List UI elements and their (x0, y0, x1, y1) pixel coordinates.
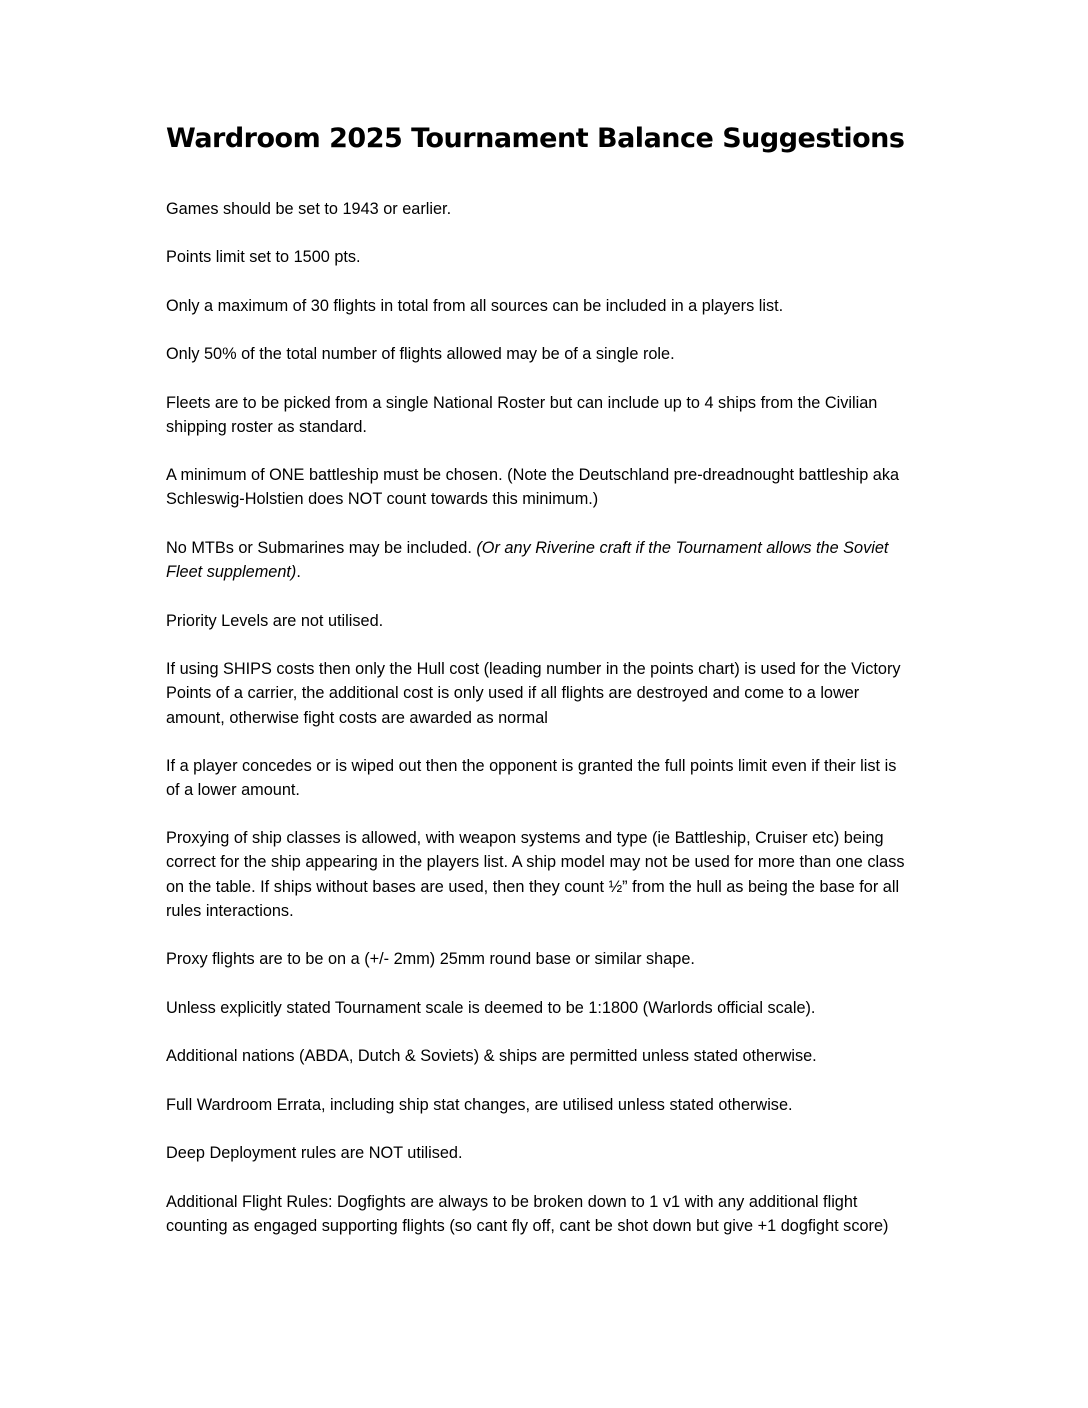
rule-proxying: Proxying of ship classes is allowed, with weapon systems and type (ie Battleship, Cruiser etc) being correct for the ship appearing in the players list. A ship model may not be used for more than one class on the table. If ships without bases are used, then they count ½” from the hull as being the base for all rules interactions. (166, 829, 905, 920)
rule-flight-rules: Additional Flight Rules: Dogfights are always to be broken down to 1 v1 with any additional flight counting as engaged supporting flights (so cant fly off, cant be shot down but give +1 dogfight score) (166, 1193, 889, 1236)
page-title: Wardroom 2025 Tournament Balance Suggestions (166, 123, 905, 154)
rule-battleship-minimum: A minimum of ONE battleship must be chosen. (Note the Deutschland pre-dreadnought battleship aka Schleswig-Holstien does NOT count towards this minimum.) (166, 466, 900, 509)
rule-concede: If a player concedes or is wiped out then the opponent is granted the full points limit even if their list is of a lower amount. (166, 757, 897, 800)
rule-flight-maximum: Only a maximum of 30 flights in total from all sources can be included in a players list. (166, 297, 784, 315)
rule-additional-nations: Additional nations (ABDA, Dutch & Soviets) & ships are permitted unless stated otherwise. (166, 1047, 817, 1065)
rule-fleet-roster: Fleets are to be picked from a single National Roster but can include up to 4 ships from the Civilian shipping roster as standard. (166, 394, 878, 437)
rule-ships-costs: If using SHIPS costs then only the Hull cost (leading number in the points chart) is used for the Victory Points of a carrier, the additional cost is only used if all flights are destroyed and come to a lower amount, otherwise fight costs are awarded as normal (166, 660, 901, 727)
rule-points-limit: Points limit set to 1500 pts. (166, 248, 361, 266)
mtb-rule-text: No MTBs or Submarines may be included. (166, 539, 477, 557)
rule-proxy-flights: Proxy flights are to be on a (+/- 2mm) 25mm round base or similar shape. (166, 950, 695, 968)
rule-mtb-submarines (166, 536, 911, 585)
rule-year-limit: Games should be set to 1943 or earlier. (166, 200, 452, 218)
mtb-rule-end: . (296, 563, 301, 582)
mtb-rule-italic: (Or any Riverine craft if the Tournament allows the Soviet Fleet supplement) (166, 539, 889, 582)
rule-flight-role: Only 50% of the total number of flights allowed may be of a single role. (166, 345, 675, 363)
rule-scale: Unless explicitly stated Tournament scale is deemed to be 1:1800 (Warlords official scale). (166, 999, 816, 1017)
rule-priority-levels: Priority Levels are not utilised. (166, 612, 384, 630)
rule-deep-deployment: Deep Deployment rules are NOT utilised. (166, 1144, 463, 1162)
rule-errata: Full Wardroom Errata, including ship stat changes, are utilised unless stated otherwise. (166, 1096, 793, 1114)
